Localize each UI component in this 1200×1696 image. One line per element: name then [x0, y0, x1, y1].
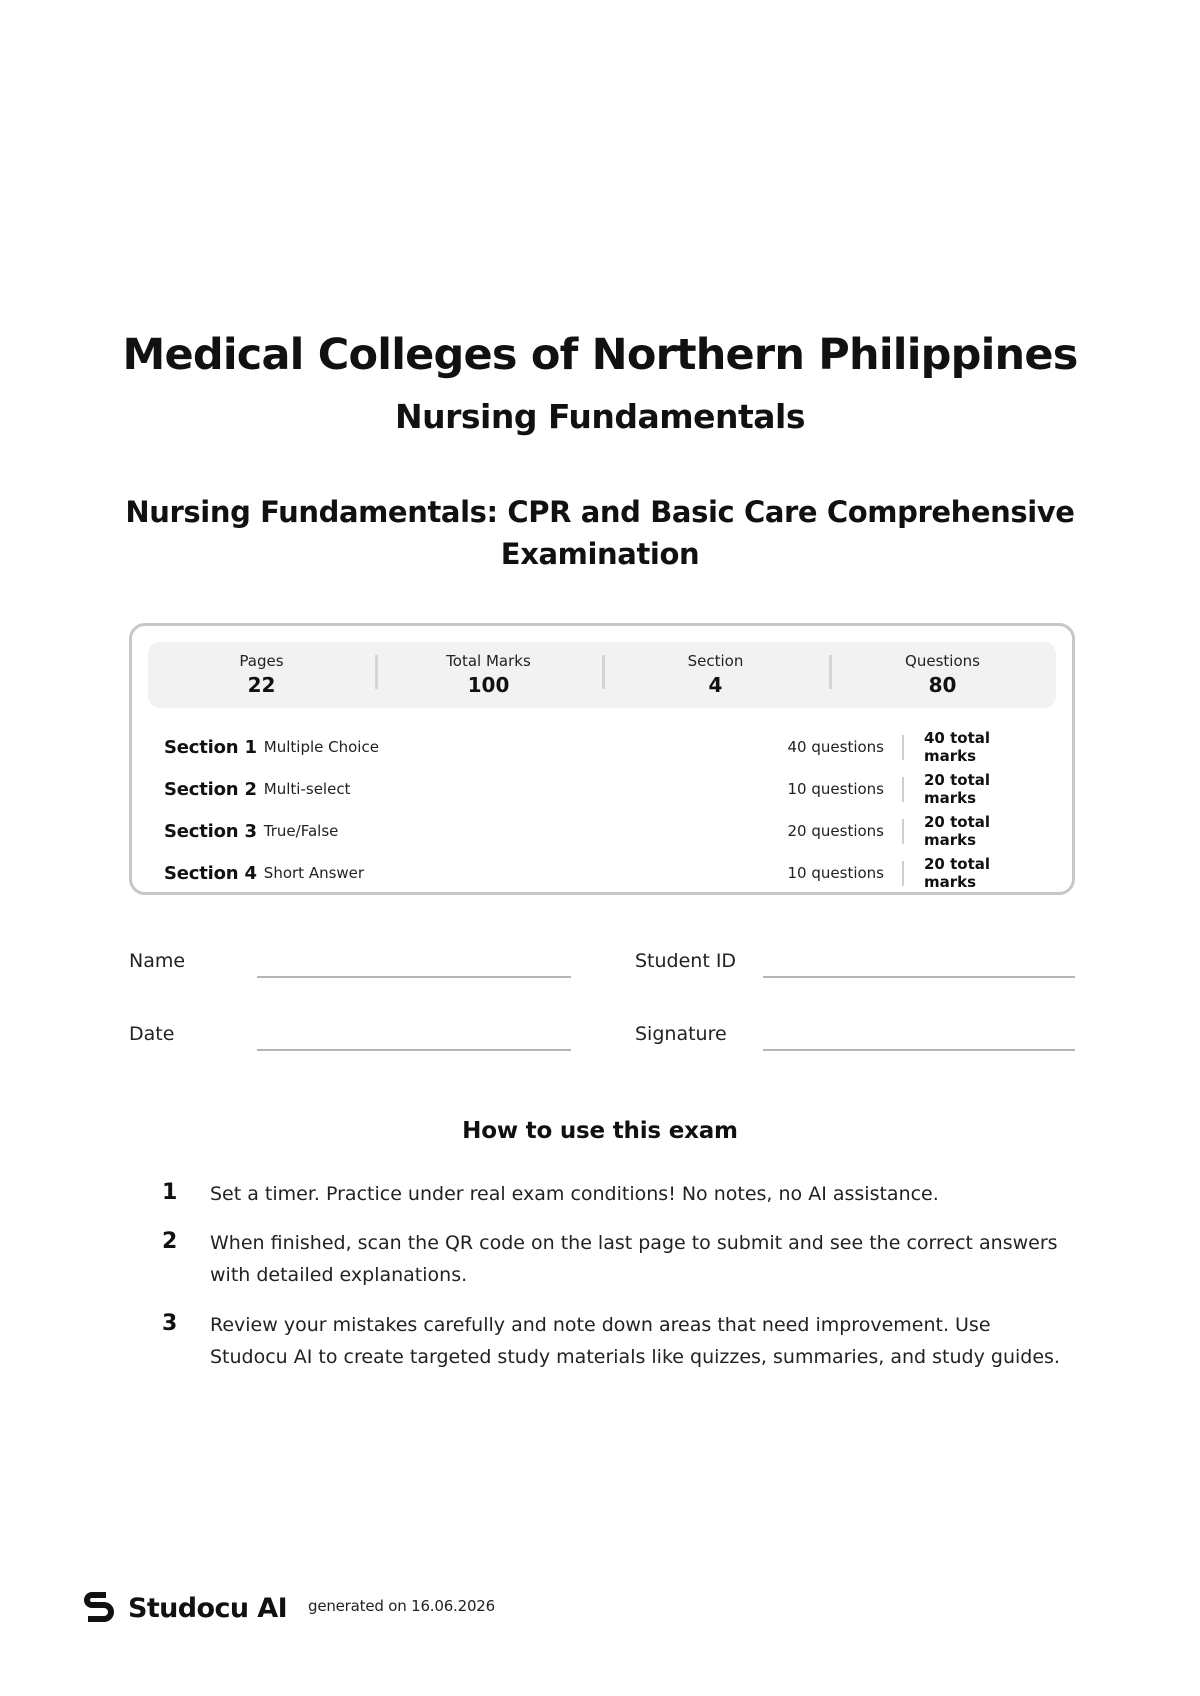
name-field[interactable]: [257, 976, 571, 978]
studocu-logo-icon: [80, 1588, 116, 1628]
stat-label: Pages: [239, 652, 284, 670]
section-type: True/False: [263, 822, 339, 840]
stat-pages: [148, 651, 375, 699]
section-name: Section 4: [164, 862, 257, 884]
step-text: When finished, scan the QR code on the last page to submit and see the correct answers with detailed explanations.: [210, 1232, 1058, 1286]
generated-date: generated on 16.06.2026: [308, 1597, 495, 1615]
step-text: Review your mistakes carefully and note down areas that need improvement. Use Studocu AI to create targeted study materials like quizzes, summaries, and study guides.: [210, 1314, 1060, 1368]
section-row-4: [164, 852, 1044, 894]
step-number: 1: [162, 1180, 178, 1205]
divider: [902, 819, 904, 844]
brand-name: Studocu AI: [128, 1592, 288, 1624]
studocu-logo: [80, 1588, 287, 1628]
institution-title: Medical Colleges of Northern Philippines: [122, 330, 1078, 380]
step-number: 2: [162, 1229, 178, 1254]
divider: [902, 735, 904, 760]
divider: [902, 777, 904, 802]
section-name: Section 1: [164, 736, 257, 758]
stat-questions: [829, 651, 1056, 699]
section-row-3: [164, 810, 1044, 852]
stats-bar: [148, 642, 1056, 708]
section-type: Short Answer: [263, 864, 365, 882]
section-marks: 40 total marks: [924, 729, 991, 765]
divider: [902, 861, 904, 886]
date-label: Date: [129, 1023, 175, 1045]
section-type: Multiple Choice: [263, 738, 379, 756]
section-list: [164, 726, 1044, 894]
exam-summary-box: [129, 623, 1075, 895]
section-question-count: 10 questions: [787, 780, 884, 798]
section-type: Multi-select: [263, 780, 351, 798]
section-marks: 20 total marks: [924, 813, 991, 849]
stat-total-marks: [375, 651, 602, 699]
stat-label: Section: [687, 652, 744, 670]
instructions-title: How to use this exam: [462, 1118, 738, 1144]
stat-value: 80: [928, 673, 957, 697]
name-label: Name: [129, 950, 186, 972]
stat-section: [602, 651, 829, 699]
student-id-field[interactable]: [763, 976, 1075, 978]
step-number: 3: [162, 1311, 178, 1336]
section-row-2: [164, 768, 1044, 810]
stat-value: 100: [467, 673, 510, 697]
section-question-count: 20 questions: [787, 822, 884, 840]
section-name: Section 2: [164, 778, 257, 800]
date-field[interactable]: [257, 1049, 571, 1051]
section-question-count: 10 questions: [787, 864, 884, 882]
section-name: Section 3: [164, 820, 257, 842]
stat-label: Questions: [905, 652, 980, 670]
signature-label: Signature: [635, 1023, 727, 1045]
stat-value: 22: [247, 673, 276, 697]
course-title: Nursing Fundamentals: [395, 397, 805, 436]
stat-value: 4: [708, 673, 723, 697]
section-marks: 20 total marks: [924, 771, 991, 807]
step-text: Set a timer. Practice under real exam conditions! No notes, no AI assistance.: [210, 1183, 939, 1205]
section-marks: 20 total marks: [924, 855, 991, 891]
section-row-1: [164, 726, 1044, 768]
exam-title: Nursing Fundamentals: CPR and Basic Care Comprehensive Examination: [125, 495, 1075, 571]
stat-label: Total Marks: [446, 652, 531, 670]
section-question-count: 40 questions: [787, 738, 884, 756]
signature-field[interactable]: [763, 1049, 1075, 1051]
student-id-label: Student ID: [635, 950, 737, 972]
